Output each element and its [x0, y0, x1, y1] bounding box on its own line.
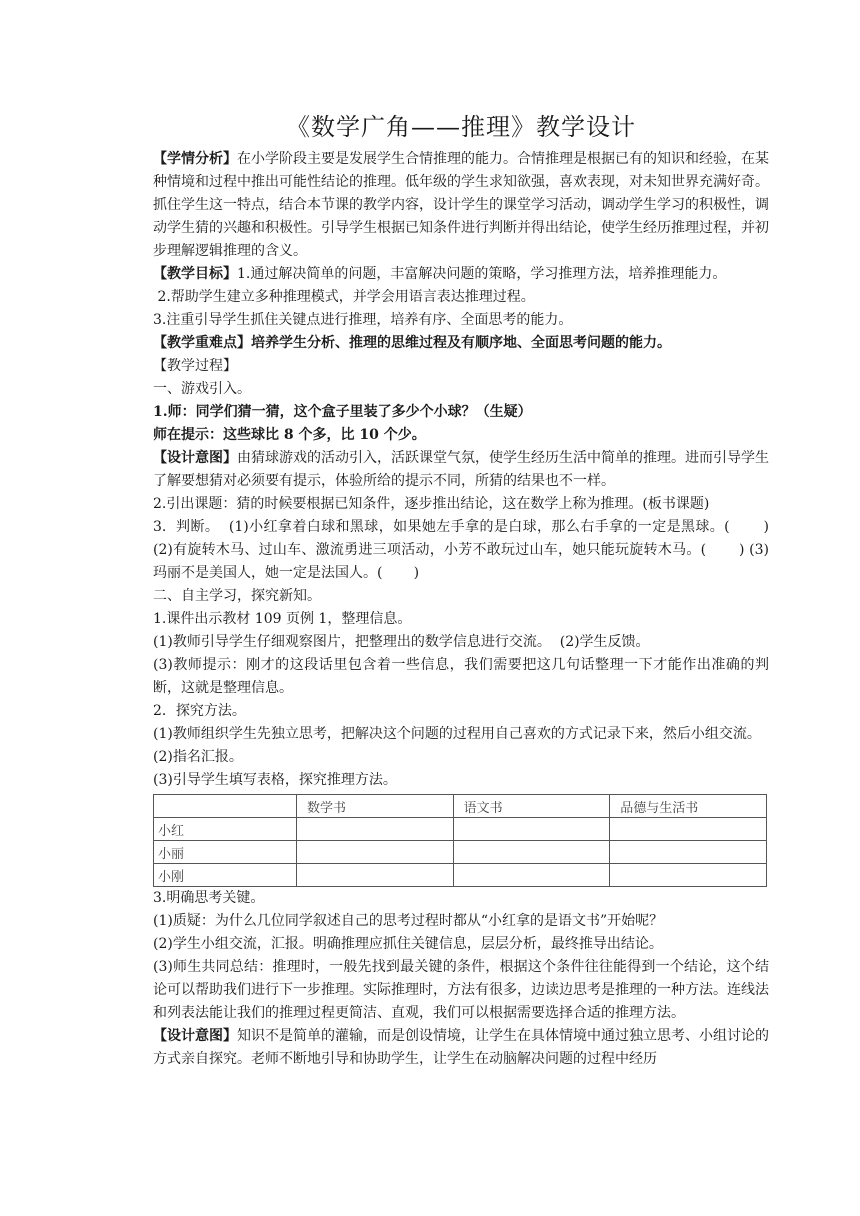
part1-design-text: 由猜球游戏的活动引入，活跃课堂气氛，使学生经历生活中简单的推理。进而引导学生了解要想猜对必须要有提示，体验所给的提示不同，所猜的结果也不一样。: [153, 450, 769, 489]
table-header-cell: 语文书: [453, 795, 610, 818]
part2-step-2b: (2)指名汇报。: [153, 749, 243, 765]
part3-step-3: 3.明确思考关键。: [153, 890, 265, 906]
table-cell: [296, 864, 453, 887]
teaching-goals-tag: 【教学目标】: [153, 266, 237, 282]
part2-step-2: 2．探究方法。: [153, 703, 246, 719]
part2-step-1b: (3)教师提示：刚才的这段话里包含着一些信息，我们需要把这几句话整理一下才能作出准确的判断，这就是整理信息。: [153, 657, 769, 696]
learning-analysis-paragraph: [153, 148, 769, 263]
table-cell: [453, 841, 610, 864]
learning-analysis-text: 在小学阶段主要是发展学生合情推理的能力。合情推理是根据已有的知识和经验，在某种情境和过程中推出可能性结论的推理。低年级的学生求知欲强，喜欢表现，对未知世界充满好奇。抓住学生这一特点，结合本节课的教学内容，设计学生的课堂学习活动，调动学生学习的积极性，调动学生猜的兴趣和积极性。引导学生根据已知条件进行判断并得出结论，使学生经历推理过程，并初步理解逻辑推理的含义。: [153, 151, 769, 259]
table-cell: [296, 818, 453, 841]
document-page: [153, 112, 774, 1071]
part1-hint: 师在提示：这些球比 8 个多，比 10 个少。: [153, 427, 426, 443]
key-points-paragraph: [153, 332, 769, 355]
teaching-goal-2: 2.帮助学生建立多种推理模式，并学会用语言表达推理过程。: [153, 289, 535, 305]
part3-step-3c: (3)师生共同总结：推理时，一般先找到最关键的条件，根据这个条件往往能得到一个结论，这个结论可以帮助我们进行下一步推理。实际推理时，方法有很多，边读边思考是推理的一种方法。连线法和列表法能让我们的推理过程更简洁、直观，我们可以根据需要选择合适的推理方法。: [153, 959, 769, 1021]
table-row: [154, 841, 767, 864]
part3-design-text: 知识不是简单的灌输，而是创设情境，让学生在具体情境中通过独立思考、小组讨论的方式亲自探究。老师不断地引导和协助学生，让学生在动脑解决问题的过程中经历: [153, 1028, 769, 1067]
table-row-name: 小红: [154, 818, 297, 841]
table-cell: [610, 864, 767, 887]
table-cell: [296, 841, 453, 864]
table-row-name: 小刚: [154, 864, 297, 887]
part3-design-paragraph: [153, 1025, 769, 1071]
table-cell: [610, 818, 767, 841]
part2-step-2a: (1)教师组织学生先独立思考，把解决这个问题的过程用自己喜欢的方式记录下来，然后小组交流。: [153, 726, 761, 742]
table-cell: [610, 841, 767, 864]
part3-step-3a: (1)质疑：为什么几位同学叙述自己的思考过程时都从“小红拿的是语文书”开始呢？: [153, 913, 664, 929]
table-header-cell: [154, 795, 297, 818]
teaching-process-tag: 【教学过程】: [153, 358, 237, 374]
table-row-name: 小丽: [154, 841, 297, 864]
teaching-goal-1: 1.通过解决简单的问题，丰富解决问题的策略，学习推理方法，培养推理能力。: [237, 266, 727, 282]
part3-step-3b: (2)学生小组交流，汇报。明确推理应抓住关键信息，层层分析，最终推导出结论。: [153, 936, 663, 952]
part2-step-2c: (3)引导学生填写表格，探究推理方法。: [153, 772, 397, 788]
part1-question-1: 1.师：同学们猜一猜，这个盒子里装了多少个小球？（生疑）: [153, 404, 532, 420]
table-row: [154, 864, 767, 887]
part2-step-1a: (1)教师引导学生仔细观察图片，把整理出的数学信息进行交流。 (2)学生反馈。: [153, 634, 650, 650]
table-header-cell: 品德与生活书: [610, 795, 767, 818]
table-header-row: [154, 795, 767, 818]
part2-step-1: 1.课件出示教材 109 页例 1，整理信息。: [153, 611, 412, 627]
part3-design-tag: 【设计意图】: [153, 1028, 237, 1044]
key-points-tag: 【教学重难点】: [153, 335, 251, 351]
key-points-text: 培养学生分析、推理的思维过程及有顺序地、全面思考问题的能力。: [251, 335, 671, 351]
part1-design-tag: 【设计意图】: [153, 450, 237, 466]
table-row: [154, 818, 767, 841]
table-cell: [453, 818, 610, 841]
document-title: 《数学广角——推理》教学设计: [286, 113, 636, 141]
teaching-goals-paragraph: [153, 263, 769, 286]
part1-question-3: 3. 判断。 (1)小红拿着白球和黑球，如果她左手拿的是白球，那么右手拿的一定是黑球。( ) (2)有旋转木马、过山车、激流勇进三项活动，小芳不敢玩过山车，她只能玩旋转木马。( ) (3)玛丽不是美国人，她一定是法国人。( ): [153, 519, 774, 581]
part1-question-2: 2.引出课题：猜的时候要根据已知条件，逐步推出结论，这在数学上称为推理。(板书课题): [153, 496, 710, 512]
teaching-goal-3: 3.注重引导学生抓住关键点进行推理，培养有序、全面思考的能力。: [153, 312, 573, 328]
part1-design-paragraph: [153, 447, 769, 493]
table-header-cell: 数学书: [296, 795, 453, 818]
part1-heading: 一、游戏引入。: [153, 381, 251, 397]
table-cell: [453, 864, 610, 887]
reasoning-table: [153, 794, 767, 887]
learning-analysis-tag: 【学情分析】: [153, 151, 237, 167]
part2-heading: 二、自主学习，探究新知。: [153, 588, 321, 604]
